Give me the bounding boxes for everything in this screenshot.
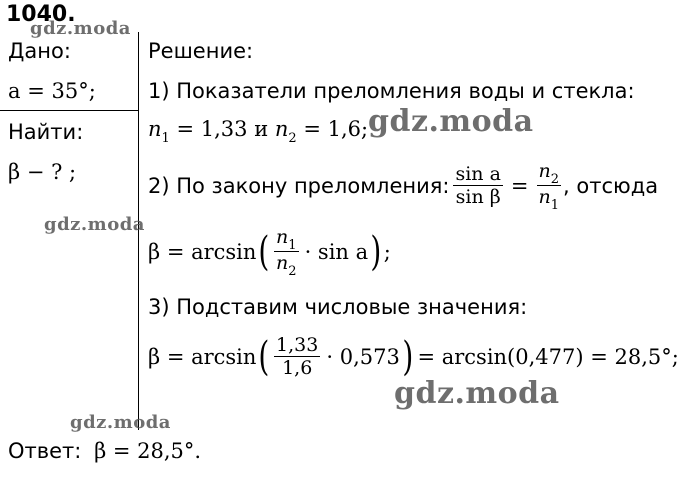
horizontal-divider: [0, 110, 138, 111]
formula-num-n: n: [276, 226, 289, 248]
watermark-logo: gdz.moda: [394, 376, 560, 411]
step2-tail: , отсюда: [563, 173, 659, 198]
formula-num-sub: 1: [288, 238, 297, 253]
n2-subscript: 2: [288, 131, 297, 146]
n2-symbol: n: [274, 117, 289, 141]
calc-line: [148, 334, 679, 379]
calc-fraction: [274, 334, 320, 379]
problem-number: 1040.: [6, 2, 76, 27]
formula-den-sub: 2: [288, 264, 297, 279]
step2-text: 2) По закону преломления:: [148, 173, 450, 198]
watermark-logo: gdz.moda: [44, 214, 145, 235]
n1-value: = 1,33 и: [169, 117, 275, 141]
step2-fraction-n: [537, 160, 562, 211]
step2-fraction-sin: [453, 163, 502, 208]
calc-frac-denominator: 1,6: [282, 357, 313, 379]
watermark-logo: gdz.moda: [368, 104, 534, 139]
solution-label: Решение:: [148, 39, 254, 63]
answer-value: β = 28,5°.: [94, 439, 202, 463]
answer-line: [8, 438, 201, 464]
calc-frac-numerator: 1,33: [276, 334, 319, 356]
right-paren: ): [370, 228, 382, 275]
step2-frac1-numerator: sin a: [455, 163, 501, 185]
watermark-logo: gdz.moda: [30, 18, 131, 39]
watermark-logo: gdz.moda: [70, 412, 171, 433]
given-alpha: a = 35°;: [8, 79, 96, 103]
given-label: Дано:: [8, 39, 71, 63]
n1-symbol: n: [148, 117, 162, 141]
find-beta: β − ? ;: [8, 160, 77, 184]
formula-tail: · sin a: [304, 239, 369, 264]
left-paren: (: [258, 333, 270, 380]
right-paren: ): [402, 333, 414, 380]
left-paren: (: [258, 228, 270, 275]
calc-lhs: β = arcsin: [148, 344, 257, 369]
step1-values: [148, 116, 368, 146]
step2-line: [148, 160, 658, 211]
step2-frac2-den-n: n: [538, 186, 551, 208]
formula-line: [148, 226, 391, 277]
formula-end: ;: [383, 239, 391, 264]
step2-frac2-num-sub: 2: [550, 172, 560, 187]
answer-label: Ответ:: [8, 439, 82, 463]
n1-subscript: 1: [161, 131, 170, 146]
n2-value: = 1,6;: [296, 117, 369, 141]
step2-equals: =: [510, 173, 529, 198]
calc-tail: · 0,573: [326, 344, 400, 369]
step2-frac1-denominator: sin β: [455, 186, 501, 208]
step3-text: 3) Подставим числовые значения:: [148, 295, 528, 319]
step2-frac2-den-sub: 1: [550, 198, 560, 213]
step1-text: 1) Показатели преломления воды и стекла:: [148, 79, 635, 103]
formula-fraction: [274, 226, 299, 277]
step2-frac2-num-n: n: [538, 160, 551, 182]
calc-rest: = arcsin(0,477) = 28,5°;: [417, 344, 679, 369]
find-label: Найти:: [8, 120, 84, 144]
formula-lhs: β = arcsin: [148, 239, 257, 264]
formula-den-n: n: [276, 252, 289, 274]
